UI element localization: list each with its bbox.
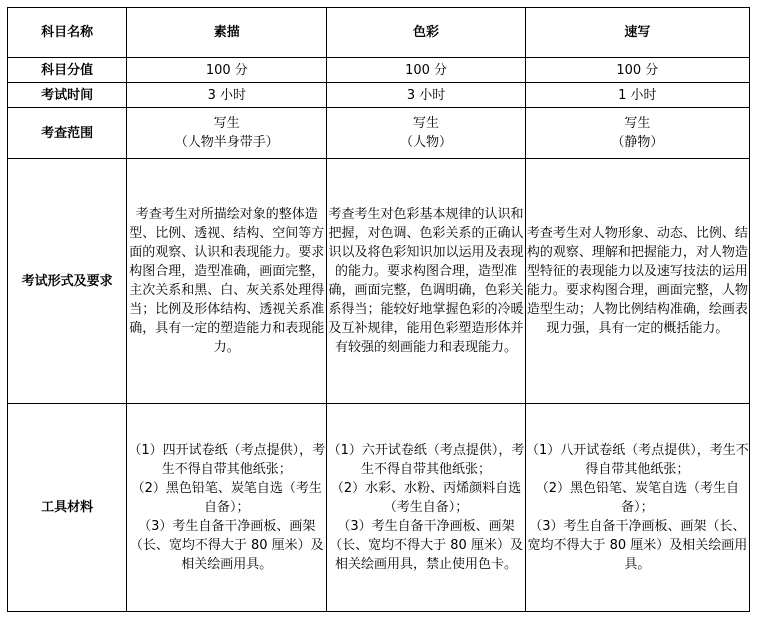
score-color: 100 分 [327, 58, 525, 83]
tools-row [8, 404, 750, 612]
header-sketch: 素描 [127, 8, 327, 58]
row-label-score: 科目分值 [8, 58, 127, 83]
row-label-scope: 考查范围 [8, 108, 127, 159]
time-row [8, 83, 750, 108]
scope-sketch [127, 108, 327, 159]
scope-row [8, 108, 750, 159]
score-sketch: 100 分 [127, 58, 327, 83]
row-label-tools: 工具材料 [8, 404, 127, 612]
row-label-time: 考试时间 [8, 83, 127, 108]
tools-sketch-item: （3）考生自备干净画板、画架（长、宽均不得大于 80 厘米）及相关绘画用具。 [129, 519, 324, 572]
header-row [8, 8, 750, 58]
tools-sketch-item: （1）四开试卷纸（考点提供），考生不得自带其他纸张； [128, 443, 326, 477]
header-subject-name: 科目名称 [8, 8, 127, 58]
tools-color-item: （2）水彩、水粉、丙烯颜料自选（考生自备）； [330, 481, 522, 515]
header-color: 色彩 [327, 8, 525, 58]
time-color: 3 小时 [327, 83, 525, 108]
tools-quick-sketch-item: （2）黑色铅笔、炭笔自选（考生自备）； [535, 481, 739, 515]
tools-quick-sketch-item: （3）考生自备干净画板、画架（长、宽均不得大于 80 厘米）及相关绘画用具。 [527, 519, 748, 572]
score-quick-sketch: 100 分 [525, 58, 749, 83]
time-quick-sketch: 1 小时 [525, 83, 749, 108]
row-label-format: 考试形式及要求 [8, 159, 127, 404]
tools-sketch [127, 404, 327, 612]
score-row [8, 58, 750, 83]
tools-sketch-item: （2）黑色铅笔、炭笔自选（考生自备）； [131, 481, 322, 515]
time-sketch: 3 小时 [127, 83, 327, 108]
format-sketch: 考查考生对所描绘对象的整体造型、比例、透视、结构、空间等方面的观察、认识和表现能力。要求构图合理，造型准确，画面完整，主次关系和黑、白、灰关系处理得当；比例及形体结构、透视关系准确，具有一定的塑造能力和表现能力。 [127, 159, 327, 404]
tools-color-item: （1）六开试卷纸（考点提供），考生不得自带其他纸张； [327, 443, 525, 477]
tools-color-item: （3）考生自备干净画板、画架（长、宽均不得大于 80 厘米）及相关绘画用具，禁止使用色卡。 [329, 519, 523, 572]
scope-quick-sketch [525, 108, 749, 159]
format-color: 考查考生对色彩基本规律的认识和把握，对色调、色彩关系的正确认识以及将色彩知识加以运用及表现的能力。要求构图合理，造型准确，画面完整，色调明确，色彩关系得当；能较好地掌握色彩的冷暖及互补规律，能用色彩塑造形体并有较强的刻画能力和表现能力。 [327, 159, 525, 404]
tools-quick-sketch [525, 404, 749, 612]
format-quick-sketch: 考查考生对人物形象、动态、比例、结构的观察、理解和把握能力，对人物造型特征的表现能力以及速写技法的运用能力。要求构图合理，画面完整，人物造型生动；人物比例结构准确，绘画表现力强，具有一定的概括能力。 [525, 159, 749, 404]
scope-color-line2: （人物） [400, 135, 453, 150]
format-row [8, 159, 750, 404]
exam-requirements-table [7, 7, 750, 612]
header-quick-sketch: 速写 [525, 8, 749, 58]
scope-color [327, 108, 525, 159]
scope-sketch-line2: （人物半身带手） [174, 135, 279, 150]
scope-quick-sketch-line1: 写生 [624, 116, 651, 131]
tools-quick-sketch-item: （1）八开试卷纸（考点提供），考生不得自带其他纸张； [525, 443, 749, 477]
scope-color-line1: 写生 [413, 116, 440, 131]
scope-quick-sketch-line2: （静物） [611, 135, 664, 150]
scope-sketch-line1: 写生 [213, 116, 240, 131]
tools-color [327, 404, 525, 612]
